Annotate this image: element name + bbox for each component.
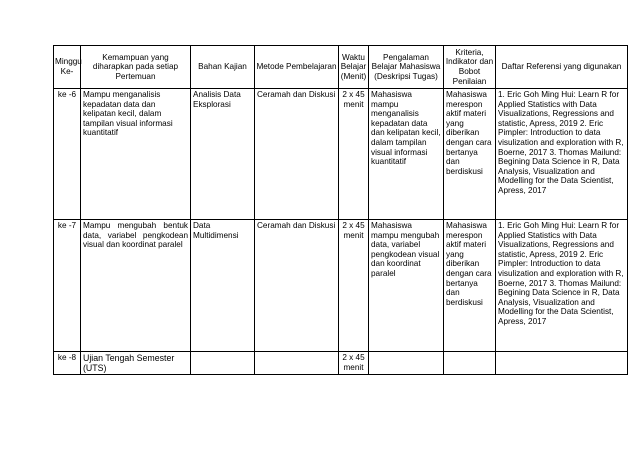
header-waktu: Waktu Belajar (Menit): [339, 46, 369, 89]
bahan-cell: [191, 352, 255, 375]
metode-cell: Ceramah dan Diskusi: [255, 89, 339, 220]
kemampuan-cell: Ujian Tengah Semester (UTS): [81, 352, 191, 375]
header-referensi: Daftar Referensi yang digunakan: [496, 46, 628, 89]
table-row: [54, 89, 628, 220]
kriteria-cell: [444, 352, 496, 375]
waktu-cell: 2 x 45 menit: [339, 89, 369, 220]
rps-table: [53, 45, 628, 375]
table-header-row: [54, 46, 628, 89]
week-cell: ke -6: [54, 89, 81, 220]
header-metode: Metode Pembelajaran: [255, 46, 339, 89]
header-kemampuan: Kemampuan yang diharapkan pada setiap Pertemuan: [81, 46, 191, 89]
table-row: [54, 220, 628, 352]
header-minggu: Minggu Ke-: [54, 46, 81, 89]
bahan-cell: Analisis Data Eksplorasi: [191, 89, 255, 220]
metode-cell: [255, 352, 339, 375]
pengalaman-cell: Mahasiswa mampu mengubah data, variabel pengkodean visual dan koordinat paralel: [369, 220, 444, 352]
kemampuan-cell: Mampu mengubah bentuk data, variabel pengkodean visual dan koordinat paralel: [81, 220, 191, 352]
metode-cell: Ceramah dan Diskusi: [255, 220, 339, 352]
waktu-cell: 2 x 45 menit: [339, 352, 369, 375]
kemampuan-cell: Mampu menganalisis kepadatan data dan kelipatan kecil, dalam tampilan visual informasi kuantitatif: [81, 89, 191, 220]
header-bahan-kajian: Bahan Kajian: [191, 46, 255, 89]
week-cell: ke -8: [54, 352, 81, 375]
bahan-cell: Data Multidimensi: [191, 220, 255, 352]
table-row: [54, 352, 628, 375]
referensi-cell: [496, 352, 628, 375]
referensi-cell: 1. Eric Goh Ming Hui: Learn R for Applied Statistics with Data Visualizations, Regressions and statistic, Apress, 2019 2. Eric Pimpler: Introduction to data visulization and exploration with R, Boerne, 2017 3. Thomas Mailund: Begining Data Science in R, Data Analysis, Visualization and Modelling for the Data Scientist, Apress, 2017: [496, 220, 628, 352]
kriteria-cell: Mahasiswa merespon aktif materi yang diberikan dengan cara bertanya dan berdiskusi: [444, 89, 496, 220]
pengalaman-cell: Mahasiswa mampu menganalisis kepadatan data dan kelipatan kecil, dalam tampilan visual informasi kuantitatif: [369, 89, 444, 220]
waktu-cell: 2 x 45 menit: [339, 220, 369, 352]
kriteria-cell: Mahasiswa merespon aktif materi yang diberikan dengan cara bertanya dan berdiskusi: [444, 220, 496, 352]
header-pengalaman: Pengalaman Belajar Mahasiswa (Deskripsi Tugas): [369, 46, 444, 89]
pengalaman-cell: [369, 352, 444, 375]
week-cell: ke -7: [54, 220, 81, 352]
header-kriteria: Kriteria, Indikator dan Bobot Penilaian: [444, 46, 496, 89]
referensi-cell: 1. Eric Goh Ming Hui: Learn R for Applied Statistics with Data Visualizations, Regressions and statistic, Apress, 2019 2. Eric Pimpler: Introduction to data visulization and exploration with R, Boerne, 2017 3. Thomas Mailund: Begining Data Science in R, Data Analysis, Visualization and Modelling for the Data Scientist, Apress, 2017: [496, 89, 628, 220]
